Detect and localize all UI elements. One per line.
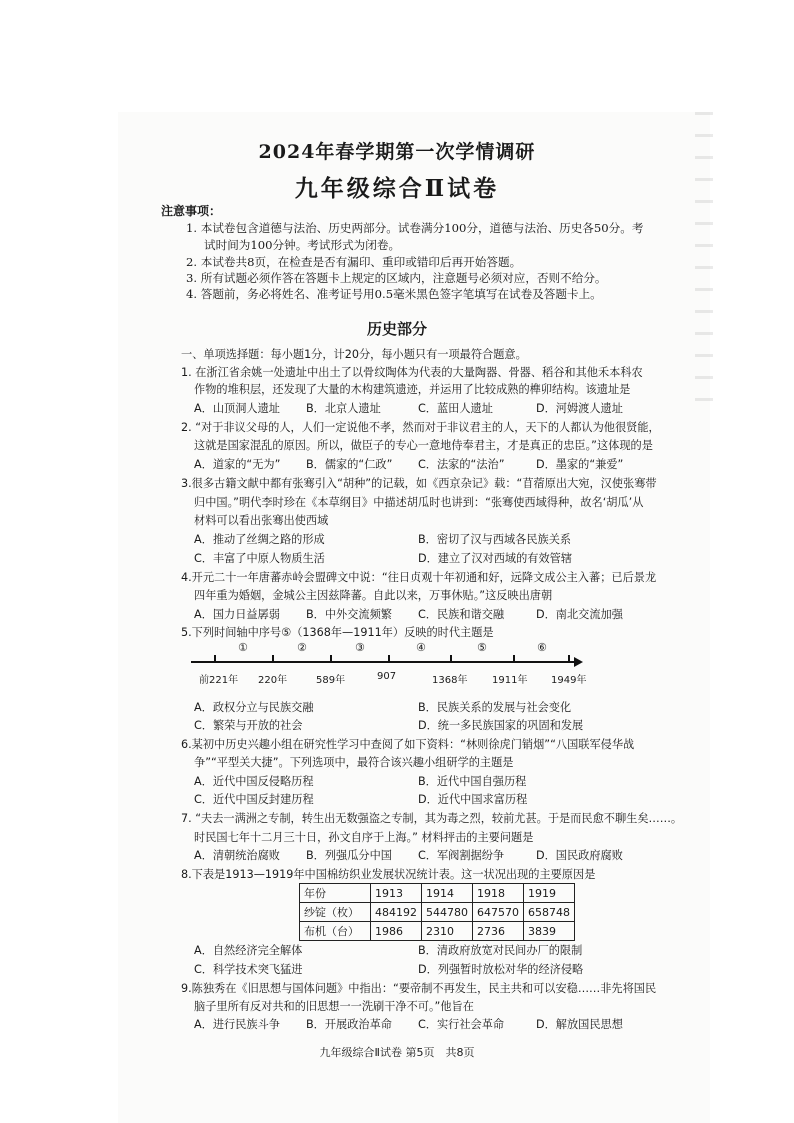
q4-option-b: B．中外交流频繁 — [306, 608, 392, 621]
q7-option-b: B．列强瓜分中国 — [306, 849, 392, 862]
q2-option-d: D．墨家的“兼爱” — [536, 458, 624, 471]
q4-option-d: D．南北交流加强 — [536, 608, 623, 621]
timeline-label: 前221年 — [199, 675, 239, 686]
timeline-arrow — [574, 657, 583, 667]
q5-option-c: C．繁荣与开放的社会 — [194, 719, 303, 732]
exam-subtitle: 九年级综合Ⅱ试卷 — [294, 175, 500, 202]
timeline-label: 1368年 — [432, 675, 468, 686]
q5-option-d: D．统一多民族国家的巩固和发展 — [418, 719, 584, 732]
cotton-industry-table — [299, 883, 575, 941]
timeline-segment-6: ⑥ — [537, 641, 547, 654]
q1-option-d: D．河姆渡人遗址 — [536, 402, 623, 415]
table-cell: 484192 — [371, 903, 422, 922]
q7-option-d: D．国民政府腐败 — [536, 849, 623, 862]
timeline-label: 220年 — [258, 675, 288, 686]
q9-stem-cont: 脑子里所有反对共和的旧思想一一洗刷干净不可。”他旨在 — [194, 1000, 474, 1013]
timeline-tick — [513, 655, 515, 663]
notice-item-4: 4. 答题前，务必将姓名、准考证号用0.5毫米黑色签字笔填写在试卷及答题卡上。 — [186, 287, 602, 301]
timeline-tick — [272, 655, 274, 663]
timeline-label: 907 — [377, 671, 397, 682]
q3-option-b: B．密切了汉与西域各民族关系 — [418, 533, 572, 546]
table-cell: 544780 — [422, 903, 473, 922]
section-instructions: 一、单项选择题：每小题1分，计20分，每小题只有一项最符合题意。 — [181, 348, 527, 361]
q4-stem-cont: 四年重为婚姻，金城公主因兹降蕃。自此以来，万事休贴。”这反映出唐朝 — [194, 589, 553, 602]
q8-option-b: B．清政府放宽对民间办厂的限制 — [418, 944, 583, 957]
timeline-segment-1: ① — [238, 641, 248, 654]
timeline-segment-5: ⑤ — [477, 641, 487, 654]
q2-option-b: B．儒家的“仁政” — [306, 458, 393, 471]
q3-option-c: C．丰富了中原人物质生活 — [194, 552, 325, 565]
q6-option-b: B．近代中国自强历程 — [418, 775, 527, 788]
q9-stem: 9.陈独秀在《旧思想与国体问题》中指出：“要帝制不再发生，民主共和可以安稳……非先将国民 — [181, 982, 657, 995]
q1-option-b: B．北京人遗址 — [306, 402, 381, 415]
q3-option-a: A．推动了丝绸之路的形成 — [194, 533, 325, 546]
q3-stem: 3.很多古籍文献中都有张骞引入“胡种”的记载，如《西京杂记》载：“苜蓿原出大宛，汉使张骞带 — [181, 477, 657, 490]
q4-stem: 4.开元二十一年唐蕃赤岭会盟碑文中说：“往日贞观十年初通和好，远降文成公主入蕃；已后景龙 — [181, 571, 657, 584]
q6-stem: 6.某初中历史兴趣小组在研究性学习中查阅了如下资料：“林则徐虎门销烟”“八国联军侵华战 — [181, 738, 635, 751]
table-cell: 1918 — [473, 884, 524, 903]
timeline-axis — [191, 661, 575, 663]
q9-option-b: B．开展政治革命 — [306, 1018, 392, 1031]
table-row — [300, 884, 575, 903]
notice-item-3: 3. 所有试题必须作答在答题卡上规定的区域内，注意题号必须对应，否则不给分。 — [186, 271, 607, 285]
q4-option-a: A．国力日益孱弱 — [194, 608, 280, 621]
exam-title: 2024年春学期第一次学情调研 — [258, 141, 536, 163]
timeline-label: 1911年 — [492, 675, 528, 686]
q2-option-c: C．法家的“法治” — [418, 458, 505, 471]
timeline-segment-4: ④ — [416, 641, 426, 654]
table-cell: 658748 — [524, 903, 575, 922]
timeline-label: 589年 — [316, 675, 346, 686]
timeline-tick — [388, 655, 390, 663]
table-cell: 1919 — [524, 884, 575, 903]
q3-stem-cont-2: 材料可以看出张骞出使西域 — [194, 514, 329, 527]
q1-stem-cont: 作物的堆积层，还发现了大量的木构建筑遗迹，并运用了比较成熟的榫卯结构。该遗址是 — [194, 383, 631, 396]
q7-stem-cont: 时民国七年十二月三十日，孙文自序于上海。” 材料抨击的主要问题是 — [194, 831, 534, 844]
q6-option-a: A．近代中国反侵略历程 — [194, 775, 314, 788]
q2-option-a: A．道家的“无为” — [194, 458, 281, 471]
timeline-tick — [214, 655, 216, 663]
table-row — [300, 922, 575, 941]
table-cell: 3839 — [524, 922, 575, 941]
q9-option-c: C．实行社会革命 — [418, 1018, 505, 1031]
q2-stem-cont: 这就是国家混乱的原因。所以，做臣子的专心一意地侍奉君主，才是真正的忠臣。”这体现的是 — [194, 439, 653, 452]
q5-stem: 5.下列时间轴中序号⑤（1368年—1911年）反映的时代主题是 — [181, 626, 494, 639]
q4-option-c: C．民族和谐交融 — [418, 608, 505, 621]
page-footer: 九年级综合Ⅱ试卷 第5页 共8页 — [319, 1046, 475, 1059]
q1-option-a: A．山顶洞人遗址 — [194, 402, 280, 415]
timeline-label: 1949年 — [551, 675, 587, 686]
q1-option-c: C．蓝田人遗址 — [418, 402, 493, 415]
table-cell: 647570 — [473, 903, 524, 922]
notice-item-2: 2. 本试卷共8页，在检查是否有漏印、重印或错印后再开始答题。 — [186, 255, 522, 269]
q3-option-d: D．建立了汉对西域的有效管辖 — [418, 552, 573, 565]
q8-option-d: D．列强暂时放松对华的经济侵略 — [418, 963, 584, 976]
q5-option-a: A．政权分立与民族交融 — [194, 701, 314, 714]
section-title: 历史部分 — [366, 320, 427, 338]
timeline-segment-2: ② — [297, 641, 307, 654]
table-cell: 纱锭（枚） — [300, 903, 371, 922]
timeline-tick — [450, 655, 452, 663]
q9-option-a: A．进行民族斗争 — [194, 1018, 280, 1031]
q1-stem: 1. 在浙江省余姚一处遗址中出土了以骨纹陶体为代表的大量陶器、骨器、稻谷和其他禾本科农 — [181, 366, 643, 379]
q7-option-a: A．清朝统治腐败 — [194, 849, 280, 862]
q3-stem-cont: 归中国。”明代李时珍在《本草纲目》中描述胡瓜时也讲到：“张骞使西域得种，故名‘胡瓜’从 — [194, 496, 644, 509]
q2-stem: 2. “对于非议父母的人，人们一定说他不孝，然而对于非议君主的人，天下的人都认为他很贤能， — [181, 421, 660, 434]
q6-stem-cont: 争”“平型关大捷”。下列选项中，最符合该兴趣小组研学的主题是 — [194, 756, 514, 769]
table-cell: 布机（台） — [300, 922, 371, 941]
table-cell: 1914 — [422, 884, 473, 903]
q6-option-d: D．近代中国求富历程 — [418, 793, 528, 806]
notice-heading: 注意事项： — [161, 204, 222, 218]
notice-item-1-cont: 试时间为100分钟。考试形式为闭卷。 — [204, 238, 401, 252]
timeline-segment-3: ③ — [355, 641, 365, 654]
q8-option-a: A．自然经济完全解体 — [194, 944, 303, 957]
q8-stem: 8.下表是1913—1919年中国棉纺织业发展状况统计表。这一状况出现的主要原因是 — [181, 868, 596, 881]
table-row — [300, 903, 575, 922]
table-cell: 2310 — [422, 922, 473, 941]
timeline-tick — [568, 655, 570, 663]
q8-option-c: C．科学技术突飞猛进 — [194, 963, 303, 976]
q5-option-b: B．民族关系的发展与社会变化 — [418, 701, 572, 714]
table-cell: 2736 — [473, 922, 524, 941]
q9-option-d: D．解放国民思想 — [536, 1018, 623, 1031]
q7-option-c: C．军阀割据纷争 — [418, 849, 505, 862]
table-cell: 年份 — [300, 884, 371, 903]
q6-option-c: C．近代中国反封建历程 — [194, 793, 314, 806]
table-cell: 1913 — [371, 884, 422, 903]
notice-item-1: 1. 本试卷包含道德与法治、历史两部分。试卷满分100分，道德与法治、历史各50分。考 — [186, 221, 644, 235]
timeline-tick — [330, 655, 332, 663]
q7-stem: 7. “夫去一满洲之专制，转生出无数强盗之专制，其为毒之烈，较前尤甚。于是而民愈不聊生矣……。 — [181, 812, 683, 825]
table-cell: 1986 — [371, 922, 422, 941]
